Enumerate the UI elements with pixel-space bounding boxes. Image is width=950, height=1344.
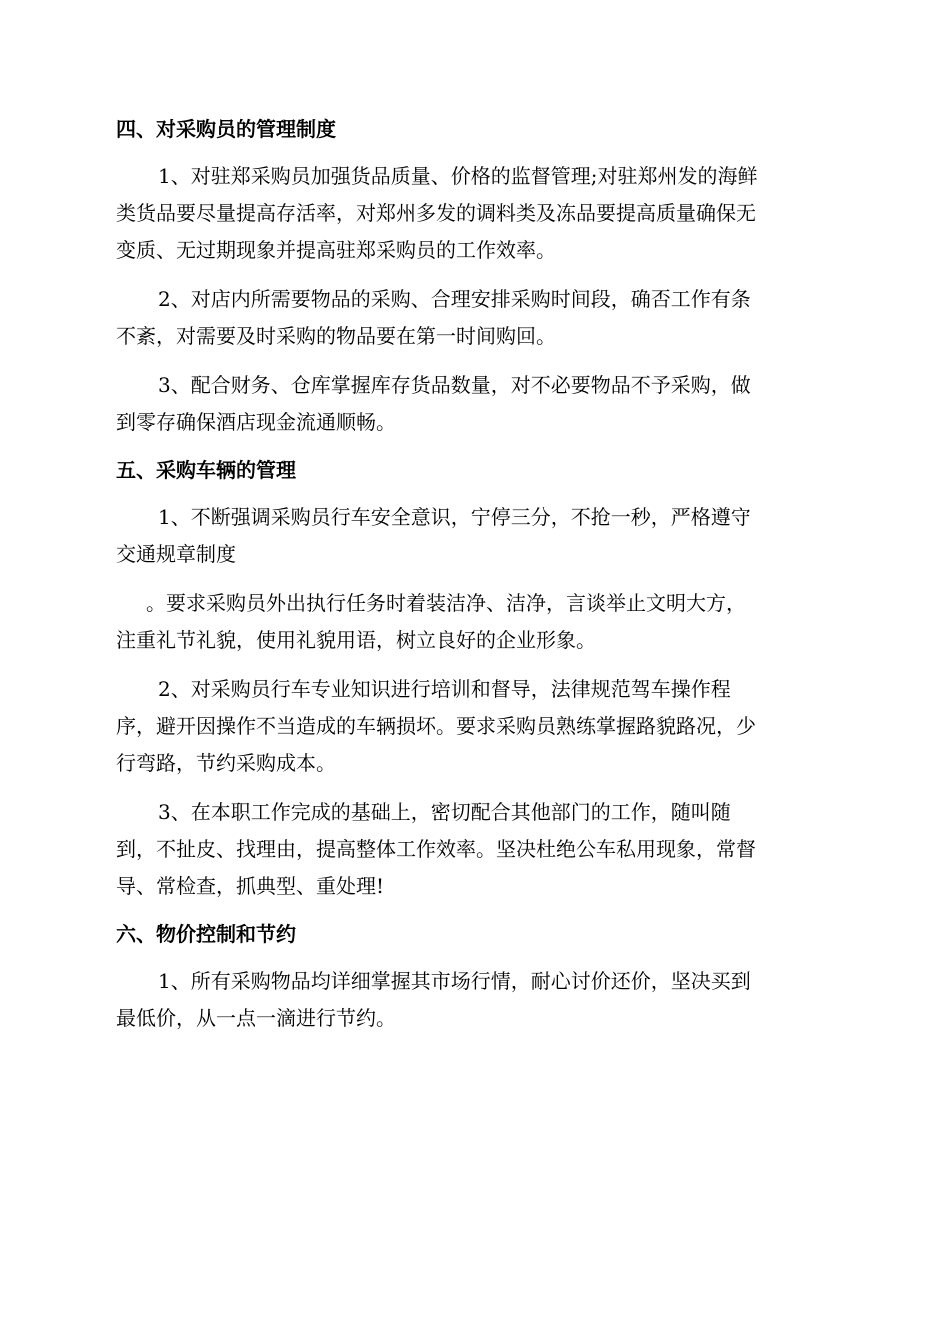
text-line: 行弯路，节约采购成本。	[116, 751, 336, 775]
text-line: 不紊，对需要及时采购的物品要在第一时间购回。	[116, 324, 556, 348]
section-heading-price-control: 六、物价控制和节约	[116, 922, 296, 946]
paragraph-2-4	[116, 794, 832, 905]
text-line: 1、对驻郑采购员加强货品质量、价格的监督管理;对驻郑州发的海鲜	[158, 164, 758, 188]
paragraph-3-1	[116, 963, 832, 1037]
text-line: 最低价，从一点一滴进行节约。	[116, 1006, 396, 1030]
text-line: 3、配合财务、仓库掌握库存货品数量，对不必要物品不予采购，做	[158, 373, 751, 397]
section-heading-vehicle-management: 五、采购车辆的管理	[116, 458, 296, 482]
text-line: 3、在本职工作完成的基础上，密切配合其他部门的工作，随叫随	[158, 800, 731, 824]
paragraph-2-2	[116, 585, 832, 659]
document-page	[116, 112, 832, 1049]
text-line: 注重礼节礼貌，使用礼貌用语，树立良好的企业形象。	[116, 628, 596, 652]
section-heading-purchaser-management: 四、对采购员的管理制度	[116, 117, 336, 141]
text-line: 变质、无过期现象并提高驻郑采购员的工作效率。	[116, 238, 556, 262]
paragraph-1-2	[116, 281, 832, 355]
text-line: 序，避开因操作不当造成的车辆损坏。要求采购员熟练掌握路貌路况，少	[116, 714, 756, 738]
text-line: 到零存确保酒店现金流通顺畅。	[116, 410, 396, 434]
text-line: 1、所有采购物品均详细掌握其市场行情，耐心讨价还价，坚决买到	[158, 969, 751, 993]
text-line: 到，不扯皮、找理由，提高整体工作效率。坚决杜绝公车私用现象，常督	[116, 837, 756, 861]
paragraph-1-3	[116, 367, 832, 441]
text-line: 1、不断强调采购员行车安全意识，宁停三分，不抢一秒，严格遵守	[158, 505, 751, 529]
text-line: 2、对店内所需要物品的采购、合理安排采购时间段，确否工作有条	[158, 287, 751, 311]
text-line: 类货品要尽量提高存活率，对郑州多发的调料类及冻品要提高质量确保无	[116, 201, 756, 225]
text-line: 交通规章制度	[116, 542, 236, 566]
paragraph-2-1	[116, 499, 832, 573]
text-line: 。要求采购员外出执行任务时着装洁净、洁净，言谈举止文明大方，	[146, 591, 746, 615]
paragraph-2-3	[116, 671, 832, 782]
text-line: 导、常检查，抓典型、重处理!	[116, 874, 385, 898]
paragraph-1-1	[116, 158, 832, 269]
text-line: 2、对采购员行车专业知识进行培训和督导，法律规范驾车操作程	[158, 677, 731, 701]
